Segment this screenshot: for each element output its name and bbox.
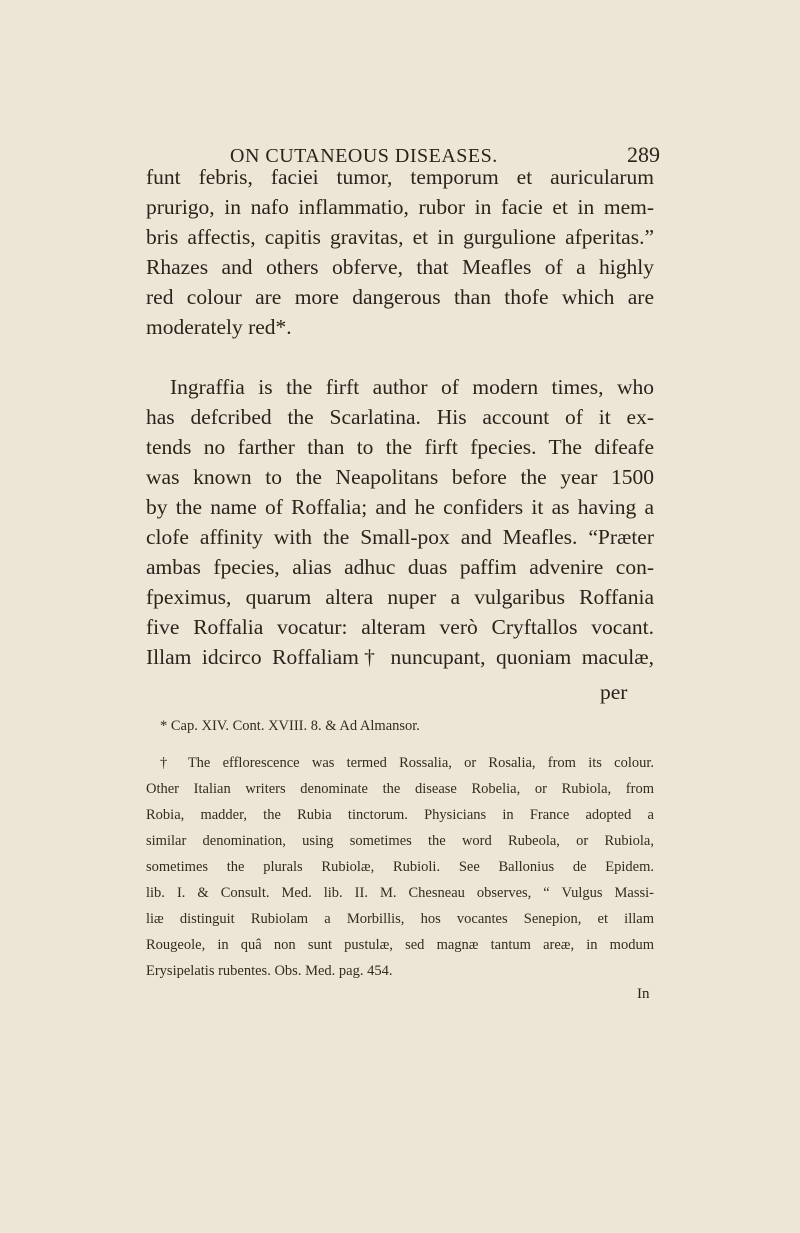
footnote-line: liæ distinguit Rubiolam a Morbillis, hos vocantes Senepion, et illam: [146, 911, 654, 927]
body-line: bris affectis, capitis gravitas, et in gurgulione afperitas.”: [146, 225, 654, 249]
footnote-line: Rougeole, in quâ non sunt pustulæ, sed magnæ tantum areæ, in modum: [146, 937, 654, 953]
body-line: funt febris, faciei tumor, temporum et auricularum: [146, 165, 654, 189]
body-line: was known to the Neapolitans before the year 1500: [146, 465, 654, 489]
body-line: Illam idcirco Roffaliam† nuncupant, quoniam maculæ,: [146, 645, 654, 669]
footnote-line: Other Italian writers denominate the disease Robelia, or Rubiola, from: [146, 781, 654, 797]
page-number: 289: [627, 142, 660, 167]
running-title: ON CUTANEOUS DISEASES.: [230, 145, 498, 167]
footnote-line: * Cap. XIV. Cont. XVIII. 8. & Ad Almansor.: [160, 718, 420, 734]
footnote-line: sometimes the plurals Rubiolæ, Rubioli. See Ballonius de Epidem.: [146, 859, 654, 875]
body-line: red colour are more dangerous than thofe which are: [146, 285, 654, 309]
body-line: tends no farther than to the firft fpecies. The difeafe: [146, 435, 654, 459]
body-line: by the name of Roffalia; and he confiders it as having a: [146, 495, 654, 519]
catchword: per: [600, 680, 628, 704]
body-line: Ingraffia is the firft author of modern times, who: [170, 375, 654, 399]
body-line: has defcribed the Scarlatina. His account of it ex-: [146, 405, 654, 429]
body-line: prurigo, in nafo inflammatio, rubor in facie et in mem-: [146, 195, 654, 219]
body-line: ambas fpecies, alias adhuc duas paffim advenire con-: [146, 555, 654, 579]
footnote-line: † The efflorescence was termed Rossalia, or Rosalia, from its colour.: [160, 755, 654, 771]
body-line: Rhazes and others obferve, that Meafles of a highly: [146, 255, 654, 279]
footnote-line: similar denomination, using sometimes the word Rubeola, or Rubiola,: [146, 833, 654, 849]
body-line: moderately red*.: [146, 315, 292, 339]
footnote-catchword: In: [637, 986, 650, 1002]
footnote-line: Erysipelatis rubentes. Obs. Med. pag. 454.: [146, 963, 393, 979]
body-line: clofe affinity with the Small-pox and Meafles. “Præter: [146, 525, 654, 549]
footnote-line: Robia, madder, the Rubia tinctorum. Physicians in France adopted a: [146, 807, 654, 823]
body-line: five Roffalia vocatur: alteram verò Cryftallos vocant.: [146, 615, 654, 639]
body-line: fpeximus, quarum altera nuper a vulgaribus Roffania: [146, 585, 654, 609]
footnote-line: lib. I. & Consult. Med. lib. II. M. Chesneau observes, “ Vulgus Massi-: [146, 885, 654, 901]
